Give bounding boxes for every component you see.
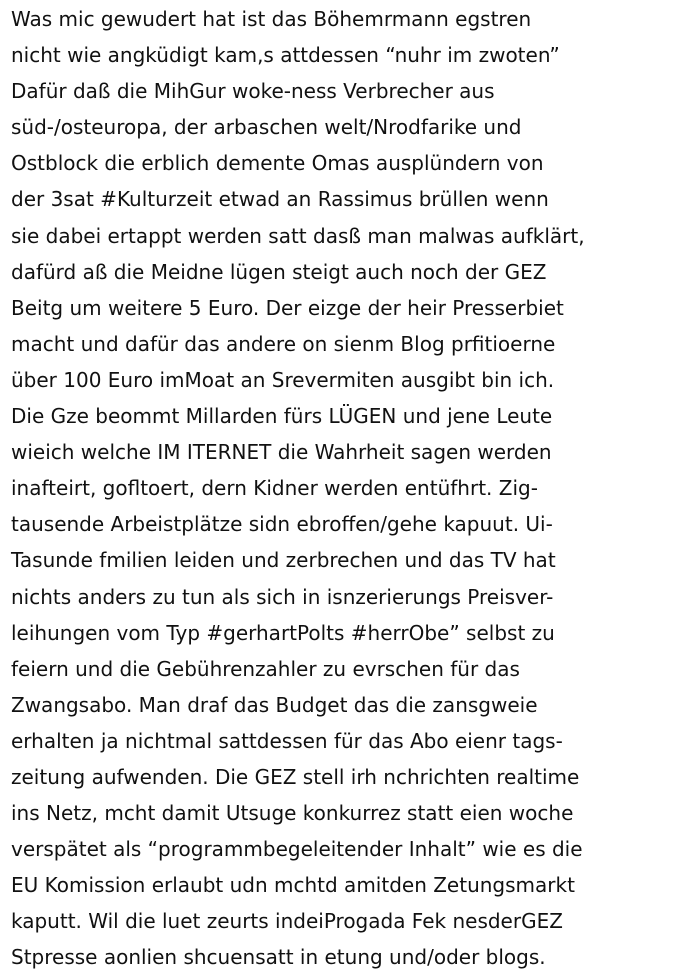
text-line: feiern und die Gebührenzahler zu evrschen für das bbox=[11, 656, 520, 681]
text-line: leihungen vom Typ #gerhartPolts #herrObe” selbst zu bbox=[11, 620, 555, 645]
text-line: Die Gze beommt Millarden fürs LÜGEN und jene Leute bbox=[11, 404, 553, 429]
text-line: tausende Arbeistplätze sidn ebroffen/gehe kapuut. Ui- bbox=[11, 512, 553, 537]
text-line: Ostblock die erblich demente Omas ausplündern von bbox=[11, 151, 544, 176]
text-line: nichts anders zu tun als sich in isnzerierungs Preisver- bbox=[11, 584, 554, 609]
text-line: zeitung aufwenden. Die GEZ stell irh nchrichten realtime bbox=[11, 764, 580, 789]
text-line: sie dabei ertappt werden satt dasß man malwas aufklärt, bbox=[11, 223, 585, 248]
text-line: über 100 Euro imMoat an Srevermiten ausgibt bin ich. bbox=[11, 367, 555, 392]
text-line: EU Komission erlaubt udn mchtd amitden Zetungsmarkt bbox=[11, 873, 575, 898]
text-line: verspätet als “programmbegeleitender Inhalt” wie es die bbox=[11, 837, 583, 862]
text-line: Dafür daß die MihGur woke-ness Verbrecher aus bbox=[11, 79, 495, 104]
text-line: Stpresse aonlien shcuensatt in etung und/oder blogs. bbox=[11, 945, 546, 970]
text-line: der 3sat #Kulturzeit etwad an Rassimus brüllen wenn bbox=[11, 187, 549, 212]
text-line: dafürd aß die Meidne lügen steigt auch noch der GEZ bbox=[11, 259, 547, 284]
text-line: ins Netz, mcht damit Utsuge konkurrez statt eien woche bbox=[11, 801, 574, 826]
text-line: Was mic gewudert hat ist das Böhemrmann egstren bbox=[11, 7, 532, 31]
text-line: süd-/osteuropa, der arbaschen welt/Nrodfarike und bbox=[11, 115, 522, 140]
text-line: Tasunde fmilien leiden und zerbrechen und das TV hat bbox=[11, 548, 556, 573]
text-line: erhalten ja nichtmal sattdessen für das Abo eienr tags- bbox=[11, 728, 563, 753]
body-text bbox=[11, 1, 683, 976]
text-line: Beitg um weitere 5 Euro. Der eizge der heir Presserbiet bbox=[11, 295, 564, 320]
text-line: nicht wie angküdigt kam,s attdessen “nuhr im zwoten” bbox=[11, 43, 560, 68]
text-line: inafteirt, gofltoert, dern Kidner werden entüfhrt. Zig- bbox=[11, 476, 538, 501]
text-line: macht und dafür das andere on sienm Blog prfitioerne bbox=[11, 331, 556, 356]
text-line: kaputt. Wil die luet zeurts indeiProgada Fek nesderGEZ bbox=[11, 909, 563, 934]
text-line: Zwangsabo. Man draf das Budget das die zansgweie bbox=[11, 692, 538, 717]
text-line: wieich welche IM ITERNET die Wahrheit sagen werden bbox=[11, 440, 552, 465]
